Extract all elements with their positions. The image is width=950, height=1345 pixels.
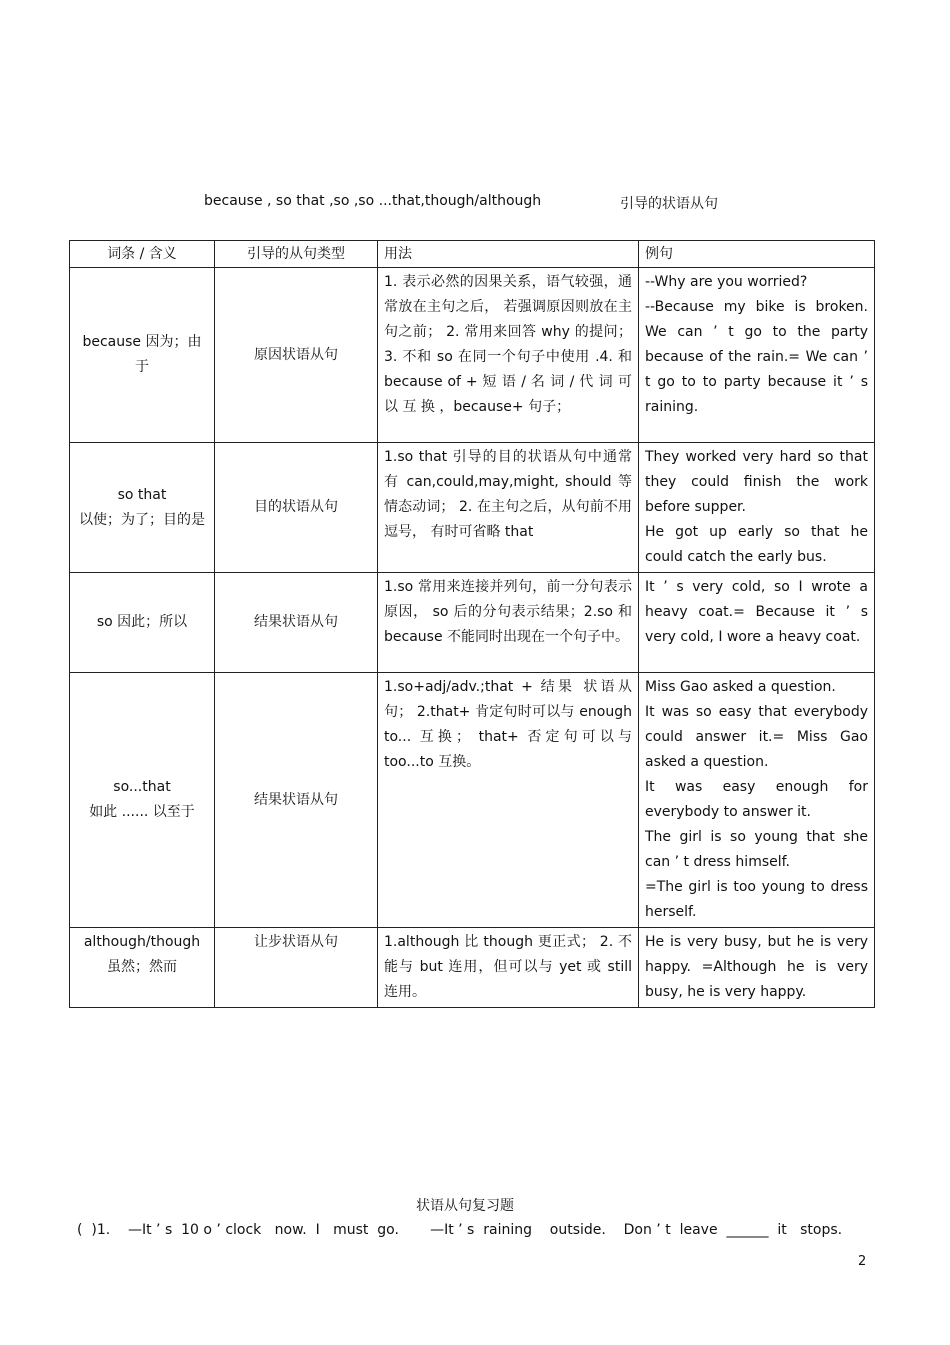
table-row [70, 573, 875, 673]
header-usage: 用法 [378, 241, 639, 268]
usage-cell: 1. 表示必然的因果关系，语气较强，通常放在主句之后， 若强调原因则放在主句之前； 2. 常用来回答 why 的提问； 3. 不和 so 在同一个句子中使用 .4. 和 because of + 短 语 / 名 词 / 代 词 可 以 互 换 ，because+ 句子； [378, 268, 639, 443]
example-cell: They worked very hard so that they could finish the work before supper. He got up early so that he could catch the early bus. [639, 443, 875, 573]
example-cell: Miss Gao asked a question. It was so easy that everybody could answer it.= Miss Gao asked a question. It was easy enough for everybody to answer it. The girl is so young that she can ’ t dress himself. =The girl is too young to dress herself. [639, 673, 875, 928]
type-cell: 原因状语从句 [215, 268, 378, 443]
usage-cell: 1.so that 引导的目的状语从句中通常有 can,could,may,might, should 等情态动词； 2. 在主句之后，从句前不用逗号， 有时可省略 that [378, 443, 639, 573]
page-number: 2 [858, 1254, 867, 1269]
example-cell: He is very busy, but he is very happy. =Although he is very busy, he is very happy. [639, 928, 875, 1008]
table-row [70, 928, 875, 1008]
heading-english: because , so that ,so ,so ...that,though/although [204, 193, 542, 209]
term-cell: so that 以使；为了；目的是 [70, 443, 215, 573]
table-row [70, 268, 875, 443]
usage-cell: 1.although 比 though 更正式； 2. 不能与 but 连用，但可以与 yet 或 still 连用。 [378, 928, 639, 1008]
heading-chinese: 引导的状语从句 [620, 196, 718, 212]
example-cell: --Why are you worried? --Because my bike is broken. We can ’ t go to the party because of the rain.= We can ’ t go to to party because it ’ s raining. [639, 268, 875, 443]
grammar-table [69, 240, 875, 1008]
header-type: 引导的从句类型 [215, 241, 378, 268]
usage-cell: 1.so 常用来连接并列句，前一分句表示原因， so 后的分句表示结果；2.so 和 because 不能同时出现在一个句子中。 [378, 573, 639, 673]
table-row [70, 443, 875, 573]
header-term: 词条 / 含义 [70, 241, 215, 268]
type-cell: 让步状语从句 [215, 928, 378, 1008]
usage-cell: 1.so+adj/adv.;that + 结果 状语从句； 2.that+ 肯定句时可以与 enough to... 互换； that+ 否定句可以与 too...to 互换。 [378, 673, 639, 928]
review-title: 状语从句复习题 [416, 1198, 514, 1214]
example-cell: It ’ s very cold, so I wrote a heavy coat.= Because it ’ s very cold, I wore a heavy coat. [639, 573, 875, 673]
table-header-row [70, 241, 875, 268]
term-cell: so...that 如此 ...... 以至于 [70, 673, 215, 928]
term-cell: although/though 虽然；然而 [70, 928, 215, 1008]
type-cell: 结果状语从句 [215, 673, 378, 928]
term-cell: because 因为；由于 [70, 268, 215, 443]
type-cell: 结果状语从句 [215, 573, 378, 673]
header-example: 例句 [639, 241, 875, 268]
term-cell: so 因此；所以 [70, 573, 215, 673]
table-row [70, 673, 875, 928]
question-1: ( )1. —It ’ s 10 o ’ clock now. I must go. —It ’ s raining outside. Don ’ t leave ______ it stops. [77, 1222, 843, 1238]
type-cell: 目的状语从句 [215, 443, 378, 573]
